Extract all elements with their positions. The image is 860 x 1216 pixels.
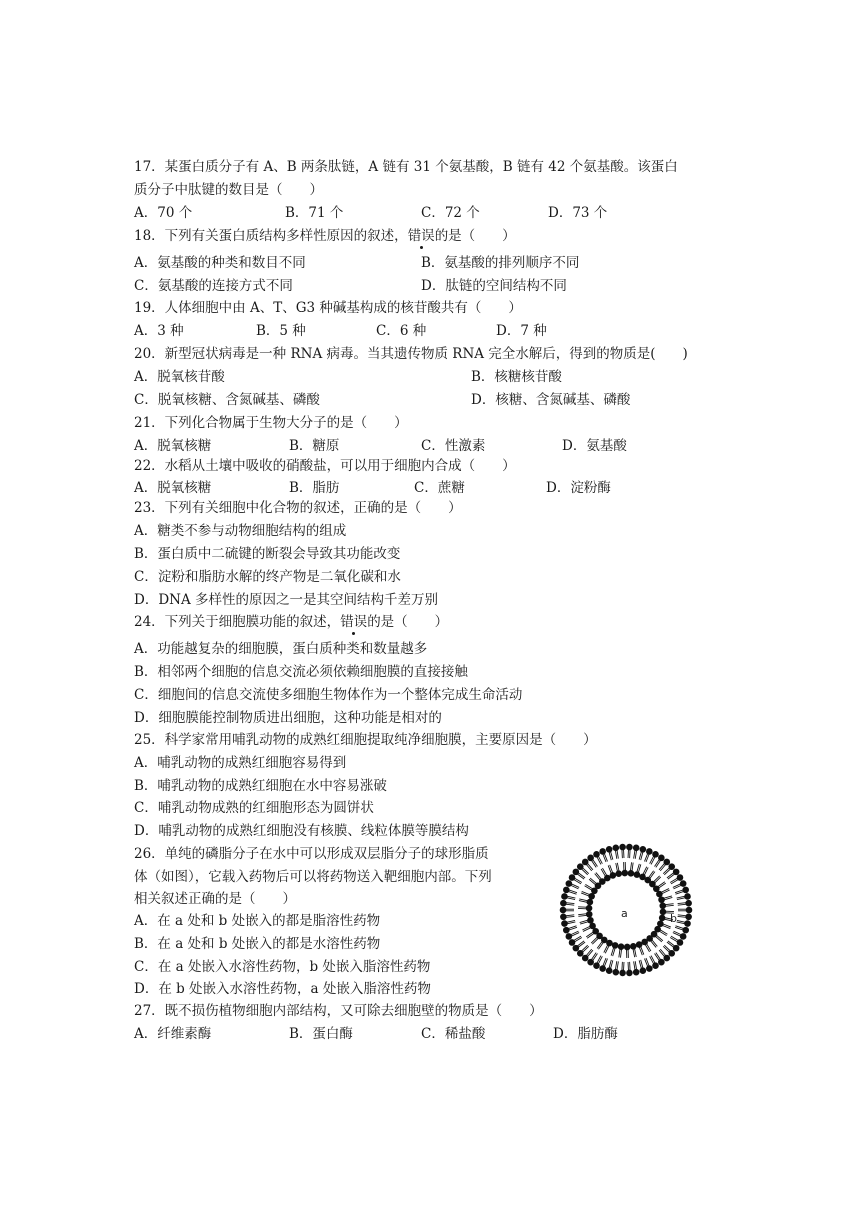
q27-stem: 27．既不损伤植物细胞内部结构，又可除去细胞壁的物质是（ ） [134,1003,543,1019]
lipid-head [658,896,665,903]
lipid-head [684,920,691,927]
q17-stem-line1: 17．某蛋白质分子有 A、B 两条肽链，A 链有 31 个氨基酸，B 链有 42 个氨基酸。该蛋白 [134,159,678,175]
q21-option-d: D．氨基酸 [562,438,627,454]
q26-option-b: B．在 a 处和 b 处嵌入的都是水溶性药物 [134,936,381,952]
q25-stem: 25．科学家常用哺乳动物的成熟红细胞提取纯净细胞膜，主要原因是（ ） [134,732,597,748]
lipid-head [685,914,692,921]
q21-option-a: A．脱氧核糖 [134,438,212,454]
lipid-head [593,851,600,858]
q20-option-c: C．脱氧核糖、含氮碱基、磷酸 [134,392,320,408]
q25-option-a: A．哺乳动物的成熟红细胞容易得到 [134,755,347,771]
q25-option-b: B．哺乳动物的成熟红细胞在水中容易涨破 [134,778,387,794]
lipid-head [577,950,584,957]
q19-option-b: B．5 种 [256,323,306,339]
q24-option-b: B．相邻两个细胞的信息交流必须依赖细胞膜的直接接触 [134,664,468,680]
lipid-head [626,844,633,851]
lipid-head [561,920,568,927]
q18-stem-post: 的是（ ） [434,228,516,244]
lipid-head [560,914,567,921]
q18-stem [134,227,516,245]
lipid-head [599,965,606,972]
lipid-head [663,955,670,962]
lipid-head [633,969,640,976]
q23-option-a: A．糖类不参与动物细胞结构的组成 [134,523,347,539]
q26-stem-line2: 体（如图），它载入药物后可以将药物送入靶细胞内部。下列 [134,869,492,885]
q26-stem-line1: 26．单纯的磷脂分子在水中可以形成双层脂分子的球形脂质 [134,846,489,862]
q27-option-b: B．蛋白酶 [289,1026,353,1042]
lipid-head [652,962,659,969]
q25-option-d: D．哺乳动物的成熟红细胞没有核膜、线粒体膜等膜结构 [134,823,469,839]
lipid-head [587,917,594,924]
lipid-head [658,959,665,966]
q23-option-c: C．淀粉和脂肪水解的终产物是二氧化碳和水 [134,569,401,585]
q18-stem-pre: 18．下列有关蛋白质结构多样性原因的叙述， [134,228,408,244]
q20-option-d: D．核糖、含氮碱基、磷酸 [471,392,631,408]
q22-option-b: B．脂肪 [289,480,340,496]
lipid-head [613,845,620,852]
lipid-head [634,871,641,878]
lipid-head [569,874,576,881]
lipid-head [626,970,633,977]
q19-option-d: D．7 种 [496,323,547,339]
q22-option-d: D．淀粉酶 [546,480,611,496]
lipid-head [587,899,594,906]
q26-option-c: C．在 a 处嵌入水溶性药物，b 处嵌入脂溶性药物 [134,959,431,975]
lipid-head [660,909,667,916]
q17-stem-line2: 质分子中肽键的数目是（ ） [134,182,323,198]
lipid-head [615,870,622,877]
q20-option-a: A．脱氧核苷酸 [134,369,225,385]
lipid-head [582,955,589,962]
lipid-head [628,870,635,877]
q21-option-c: C．性激素 [421,438,486,454]
lipid-head [586,911,593,918]
q26-stem-line3: 相关叙述正确的是（ ） [134,891,296,907]
figure-label-a: a [621,907,628,920]
lipid-head [560,907,567,914]
q18-option-a: A．氨基酸的种类和数目不同 [134,255,306,271]
lipid-head [640,967,647,974]
q23-option-d: D．DNA 多样性的原因之一是其空间结构千差万别 [134,592,438,608]
lipid-head [677,939,684,946]
lipid-head [566,880,573,887]
lipid-head [673,945,680,952]
q20-stem: 20．新型冠状病毒是一种 RNA 病毒。当其遗传物质 RNA 完全水解后，得到的物质是( ) [134,346,688,362]
q26-option-a: A．在 a 处和 b 处嵌入的都是脂溶性药物 [134,913,381,929]
q21-stem: 21．下列化合物属于生物大分子的是（ ） [134,415,408,431]
q24-stem-post: 的是（ ） [367,614,449,630]
q27-option-c: C．稀盐酸 [421,1026,486,1042]
lipid-head [685,900,692,907]
q17-option-a: A．70 个 [134,205,193,221]
lipid-head [582,859,589,866]
lipid-head [673,869,680,876]
lipid-head [573,869,580,876]
lipid-head [624,944,631,951]
lipid-head [566,933,573,940]
lipid-head [577,863,584,870]
lipid-head [684,893,691,900]
q27-option-a: A．纤维素酶 [134,1026,212,1042]
lipid-head [560,900,567,907]
q23-option-b: B．蛋白质中二硫键的断裂会导致其功能改变 [134,546,401,562]
q23-stem: 23．下列有关细胞中化合物的叙述，正确的是（ ） [134,500,462,516]
lipid-head [663,859,670,866]
lipid-head [587,855,594,862]
lipid-head [636,941,643,948]
q24-stem-pre: 24．下列关于细胞膜功能的叙述， [134,614,341,630]
q25-option-c: C．哺乳动物成熟的红细胞形态为圆饼状 [134,800,374,816]
q18-option-b: B．氨基酸的排列顺序不同 [421,255,580,271]
lipid-head [659,915,666,922]
lipid-head [561,893,568,900]
lipid-head [633,845,640,852]
q22-option-c: C．蔗糖 [414,480,465,496]
lipid-head [610,872,617,879]
lipid-head [606,846,613,853]
lipid-head [682,887,689,894]
lipid-head [686,907,693,914]
lipid-head [563,927,570,934]
lipid-head [652,851,659,858]
liposome-figure [558,842,694,978]
lipid-head [593,962,600,969]
lipid-head [618,943,625,950]
lipid-head [621,870,628,877]
lipid-head [619,844,626,851]
q24-stem-emphasis: 错误 [340,614,368,630]
q24-option-c: C．细胞间的信息交流使多细胞生物体作为一个整体完成生命活动 [134,687,523,703]
q18-option-d: D．肽链的空间结构不同 [421,278,567,294]
q18-option-c: C．氨基酸的连接方式不同 [134,278,293,294]
lipid-head [586,905,593,912]
lipid-head [606,967,613,974]
lipid-head [569,939,576,946]
q20-option-b: B．核糖核苷酸 [471,369,562,385]
lipid-head [646,848,653,855]
lipid-head [668,863,675,870]
lipid-head [630,943,637,950]
q22-stem: 22．水稻从土壤中吸收的硝酸盐，可以用于细胞内合成（ ） [134,458,516,474]
lipid-head [619,970,626,977]
q24-stem [134,613,448,631]
lipid-head [677,874,684,881]
lipid-head [659,902,666,909]
q19-stem: 19．人体细胞中由 A、T、G3 种碱基构成的核苷酸共有（ ） [134,300,522,316]
q22-option-a: A．脱氧核糖 [134,480,212,496]
lipid-head [646,965,653,972]
q27-option-d: D．脂肪酶 [553,1026,618,1042]
q17-option-c: C．72 个 [421,205,480,221]
q24-option-d: D．细胞膜能控制物质进出细胞，这种功能是相对的 [134,710,442,726]
figure-label-b: b [670,912,677,925]
lipid-head [668,950,675,957]
q24-option-a: A．功能越复杂的细胞膜，蛋白质种类和数量越多 [134,641,428,657]
lipid-head [587,959,594,966]
lipid-head [573,945,580,952]
lipid-head [563,887,570,894]
lipid-head [658,855,665,862]
lipid-head [656,891,663,898]
q18-stem-emphasis: 错误 [407,228,435,244]
q17-option-d: D．73 个 [548,205,608,221]
lipid-head [680,880,687,887]
q21-option-b: B．糖原 [289,438,340,454]
lipid-head [640,846,647,853]
lipid-head [613,969,620,976]
q19-option-c: C．6 种 [376,323,427,339]
lipid-head [682,927,689,934]
q17-option-b: B．71 个 [285,205,344,221]
q19-option-a: A．3 种 [134,323,184,339]
lipid-head [680,933,687,940]
q26-option-d: D．在 b 处嵌入水溶性药物，a 处嵌入脂溶性药物 [134,981,431,997]
lipid-head [599,848,606,855]
lipid-head [612,942,619,949]
lipid-head [589,923,596,930]
